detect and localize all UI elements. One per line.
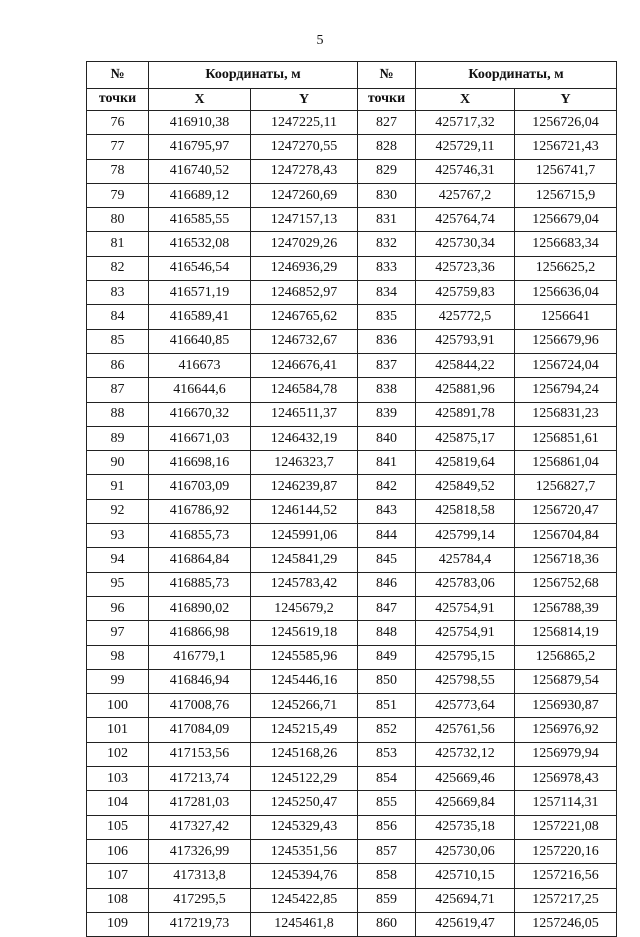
table-row [87, 353, 617, 377]
table-row [87, 694, 617, 718]
table-header [87, 62, 617, 111]
x-coordinate-right: 425669,84 [416, 791, 515, 815]
y-coordinate-right: 1256861,04 [515, 451, 617, 475]
point-number-left: 103 [87, 767, 149, 791]
point-sub-header-left: точки [87, 89, 149, 111]
y-coordinate-right: 1257221,08 [515, 815, 617, 839]
table-row [87, 815, 617, 839]
y-coordinate-right: 1256715,9 [515, 183, 617, 207]
table-row [87, 426, 617, 450]
x-coordinate-left: 417213,74 [149, 767, 251, 791]
y-coordinate-left: 1246852,97 [251, 281, 358, 305]
x-coordinate-right: 425754,91 [416, 621, 515, 645]
y-coordinate-right: 1256831,23 [515, 402, 617, 426]
x-coordinate-left: 416673 [149, 353, 251, 377]
point-number-left: 97 [87, 621, 149, 645]
point-number-left: 90 [87, 451, 149, 475]
table-row [87, 767, 617, 791]
point-number-right: 830 [358, 183, 416, 207]
x-coordinate-right: 425761,56 [416, 718, 515, 742]
y-coordinate-left: 1245585,96 [251, 645, 358, 669]
table-row [87, 183, 617, 207]
y-coordinate-right: 1256794,24 [515, 378, 617, 402]
table-row [87, 451, 617, 475]
x-coordinate-left: 416786,92 [149, 499, 251, 523]
point-number-left: 106 [87, 839, 149, 863]
table-row [87, 645, 617, 669]
y-coordinate-left: 1247225,11 [251, 111, 358, 135]
x-coordinate-right: 425735,18 [416, 815, 515, 839]
y-coordinate-right: 1257217,25 [515, 888, 617, 912]
point-number-right: 849 [358, 645, 416, 669]
y-coordinate-left: 1245351,56 [251, 839, 358, 863]
table-row [87, 402, 617, 426]
y-coordinate-right: 1256865,2 [515, 645, 617, 669]
point-number-left: 101 [87, 718, 149, 742]
y-coordinate-right: 1256679,04 [515, 208, 617, 232]
x-coordinate-left: 416910,38 [149, 111, 251, 135]
x-coordinate-right: 425793,91 [416, 329, 515, 353]
x-coordinate-left: 416640,85 [149, 329, 251, 353]
y-coordinate-left: 1247260,69 [251, 183, 358, 207]
x-coordinate-right: 425772,5 [416, 305, 515, 329]
x-coordinate-left: 416698,16 [149, 451, 251, 475]
coordinates-header-right: Координаты, м [416, 62, 617, 89]
point-number-right: 846 [358, 572, 416, 596]
point-number-right: 841 [358, 451, 416, 475]
point-number-left: 88 [87, 402, 149, 426]
point-number-right: 845 [358, 548, 416, 572]
point-number-left: 94 [87, 548, 149, 572]
y-coordinate-right: 1256978,43 [515, 767, 617, 791]
x-coordinate-right: 425849,52 [416, 475, 515, 499]
point-number-left: 105 [87, 815, 149, 839]
y-coordinate-right: 1256718,36 [515, 548, 617, 572]
point-number-header-left: № [87, 62, 149, 89]
table-row [87, 888, 617, 912]
point-number-right: 851 [358, 694, 416, 718]
y-coordinate-left: 1247270,55 [251, 135, 358, 159]
point-number-right: 829 [358, 159, 416, 183]
y-coordinate-left: 1245461,8 [251, 912, 358, 936]
x-coordinate-left: 417326,99 [149, 839, 251, 863]
y-coordinate-right: 1256625,2 [515, 256, 617, 280]
x-coordinate-left: 416644,6 [149, 378, 251, 402]
point-number-right: 847 [358, 596, 416, 620]
y-coordinate-left: 1246323,7 [251, 451, 358, 475]
x-coordinate-right: 425799,14 [416, 524, 515, 548]
x-coordinate-left: 416885,73 [149, 572, 251, 596]
point-number-right: 848 [358, 621, 416, 645]
x-coordinate-right: 425881,96 [416, 378, 515, 402]
x-coordinate-right: 425746,31 [416, 159, 515, 183]
x-coordinate-left: 416890,02 [149, 596, 251, 620]
x-coordinate-right: 425723,36 [416, 256, 515, 280]
point-number-right: 839 [358, 402, 416, 426]
x-coordinate-right: 425759,83 [416, 281, 515, 305]
table-row [87, 864, 617, 888]
point-number-right: 860 [358, 912, 416, 936]
x-coordinate-right: 425875,17 [416, 426, 515, 450]
y-coordinate-right: 1256976,92 [515, 718, 617, 742]
y-coordinate-right: 1256788,39 [515, 596, 617, 620]
point-number-right: 844 [358, 524, 416, 548]
point-number-right: 855 [358, 791, 416, 815]
x-coordinate-left: 416779,1 [149, 645, 251, 669]
point-number-left: 93 [87, 524, 149, 548]
y-coordinate-left: 1245446,16 [251, 669, 358, 693]
table-row [87, 111, 617, 135]
point-number-left: 100 [87, 694, 149, 718]
page-number: 5 [316, 33, 324, 48]
point-number-left: 109 [87, 912, 149, 936]
x-coordinate-right: 425717,32 [416, 111, 515, 135]
table-row [87, 742, 617, 766]
x-coordinate-right: 425764,74 [416, 208, 515, 232]
point-number-left: 99 [87, 669, 149, 693]
x-coordinate-right: 425669,46 [416, 767, 515, 791]
x-coordinate-right: 425767,2 [416, 183, 515, 207]
point-number-left: 77 [87, 135, 149, 159]
table-row [87, 499, 617, 523]
x-coordinate-right: 425732,12 [416, 742, 515, 766]
point-number-right: 834 [358, 281, 416, 305]
y-coordinate-right: 1256724,04 [515, 353, 617, 377]
point-number-left: 98 [87, 645, 149, 669]
x-header-right: X [416, 89, 515, 111]
y-coordinate-right: 1256827,7 [515, 475, 617, 499]
point-number-right: 835 [358, 305, 416, 329]
x-coordinate-left: 417084,09 [149, 718, 251, 742]
table-row [87, 281, 617, 305]
point-number-left: 80 [87, 208, 149, 232]
x-coordinate-right: 425773,64 [416, 694, 515, 718]
x-coordinate-right: 425730,34 [416, 232, 515, 256]
x-coordinate-right: 425844,22 [416, 353, 515, 377]
x-coordinate-left: 417295,5 [149, 888, 251, 912]
y-coordinate-right: 1256704,84 [515, 524, 617, 548]
point-number-left: 85 [87, 329, 149, 353]
point-sub-header-right: точки [358, 89, 416, 111]
y-coordinate-left: 1245250,47 [251, 791, 358, 815]
point-number-right: 840 [358, 426, 416, 450]
table-row [87, 548, 617, 572]
point-number-left: 91 [87, 475, 149, 499]
table-row [87, 208, 617, 232]
y-coordinate-left: 1245329,43 [251, 815, 358, 839]
y-coordinate-right: 1257216,56 [515, 864, 617, 888]
y-coordinate-left: 1245619,18 [251, 621, 358, 645]
point-number-header-right: № [358, 62, 416, 89]
x-coordinate-left: 416864,84 [149, 548, 251, 572]
table-row [87, 912, 617, 936]
point-number-right: 838 [358, 378, 416, 402]
point-number-right: 852 [358, 718, 416, 742]
x-coordinate-left: 417153,56 [149, 742, 251, 766]
y-coordinate-left: 1247278,43 [251, 159, 358, 183]
x-coordinate-right: 425819,64 [416, 451, 515, 475]
x-coordinate-right: 425783,06 [416, 572, 515, 596]
x-coordinate-right: 425729,11 [416, 135, 515, 159]
point-number-right: 833 [358, 256, 416, 280]
x-coordinate-right: 425818,58 [416, 499, 515, 523]
coordinates-header-left: Координаты, м [149, 62, 358, 89]
table-row [87, 524, 617, 548]
y-coordinate-right: 1256930,87 [515, 694, 617, 718]
point-number-left: 102 [87, 742, 149, 766]
y-coordinate-left: 1245122,29 [251, 767, 358, 791]
y-coordinate-right: 1256720,47 [515, 499, 617, 523]
point-number-right: 843 [358, 499, 416, 523]
coordinates-table [86, 61, 617, 937]
point-number-left: 104 [87, 791, 149, 815]
y-coordinate-left: 1245394,76 [251, 864, 358, 888]
point-number-left: 95 [87, 572, 149, 596]
y-coordinate-right: 1256814,19 [515, 621, 617, 645]
y-coordinate-right: 1256726,04 [515, 111, 617, 135]
point-number-left: 82 [87, 256, 149, 280]
point-number-right: 850 [358, 669, 416, 693]
x-coordinate-left: 416571,19 [149, 281, 251, 305]
x-coordinate-left: 416795,97 [149, 135, 251, 159]
y-coordinate-left: 1247029,26 [251, 232, 358, 256]
point-number-left: 76 [87, 111, 149, 135]
x-coordinate-right: 425694,71 [416, 888, 515, 912]
x-coordinate-right: 425730,06 [416, 839, 515, 863]
x-coordinate-left: 416846,94 [149, 669, 251, 693]
point-number-right: 853 [358, 742, 416, 766]
point-number-right: 832 [358, 232, 416, 256]
y-coordinate-right: 1256879,54 [515, 669, 617, 693]
point-number-right: 856 [358, 815, 416, 839]
point-number-left: 86 [87, 353, 149, 377]
y-coordinate-left: 1246432,19 [251, 426, 358, 450]
y-coordinate-left: 1245168,26 [251, 742, 358, 766]
x-coordinate-right: 425710,15 [416, 864, 515, 888]
y-coordinate-left: 1245215,49 [251, 718, 358, 742]
y-coordinate-left: 1246239,87 [251, 475, 358, 499]
y-coordinate-left: 1246584,78 [251, 378, 358, 402]
y-coordinate-left: 1246765,62 [251, 305, 358, 329]
x-coordinate-right: 425754,91 [416, 596, 515, 620]
y-coordinate-right: 1256679,96 [515, 329, 617, 353]
table-row [87, 159, 617, 183]
table-body [87, 111, 617, 937]
y-coordinate-left: 1245991,06 [251, 524, 358, 548]
y-coordinate-left: 1245679,2 [251, 596, 358, 620]
point-number-left: 92 [87, 499, 149, 523]
x-coordinate-left: 416670,32 [149, 402, 251, 426]
point-number-right: 859 [358, 888, 416, 912]
point-number-right: 828 [358, 135, 416, 159]
y-coordinate-right: 1257246,05 [515, 912, 617, 936]
table-row [87, 621, 617, 645]
x-coordinate-left: 416740,52 [149, 159, 251, 183]
point-number-right: 831 [358, 208, 416, 232]
table-row [87, 305, 617, 329]
point-number-left: 89 [87, 426, 149, 450]
x-coordinate-left: 416589,41 [149, 305, 251, 329]
point-number-left: 81 [87, 232, 149, 256]
x-coordinate-right: 425798,55 [416, 669, 515, 693]
table-row [87, 475, 617, 499]
y-coordinate-left: 1247157,13 [251, 208, 358, 232]
point-number-right: 837 [358, 353, 416, 377]
y-coordinate-right: 1256741,7 [515, 159, 617, 183]
y-coordinate-left: 1246936,29 [251, 256, 358, 280]
point-number-right: 836 [358, 329, 416, 353]
x-header-left: X [149, 89, 251, 111]
point-number-left: 87 [87, 378, 149, 402]
table-row [87, 596, 617, 620]
table-row [87, 135, 617, 159]
y-coordinate-left: 1246511,37 [251, 402, 358, 426]
x-coordinate-left: 417327,42 [149, 815, 251, 839]
point-number-left: 79 [87, 183, 149, 207]
x-coordinate-left: 417008,76 [149, 694, 251, 718]
point-number-right: 854 [358, 767, 416, 791]
x-coordinate-left: 416703,09 [149, 475, 251, 499]
y-coordinate-right: 1257114,31 [515, 791, 617, 815]
y-coordinate-right: 1256851,61 [515, 426, 617, 450]
table-row [87, 572, 617, 596]
table-row [87, 669, 617, 693]
y-header-right: Y [515, 89, 617, 111]
x-coordinate-left: 416585,55 [149, 208, 251, 232]
y-coordinate-right: 1256752,68 [515, 572, 617, 596]
point-number-right: 827 [358, 111, 416, 135]
point-number-right: 842 [358, 475, 416, 499]
x-coordinate-left: 416689,12 [149, 183, 251, 207]
point-number-left: 96 [87, 596, 149, 620]
y-coordinate-left: 1246732,67 [251, 329, 358, 353]
point-number-left: 78 [87, 159, 149, 183]
point-number-left: 108 [87, 888, 149, 912]
table-row [87, 791, 617, 815]
y-coordinate-left: 1245841,29 [251, 548, 358, 572]
x-coordinate-right: 425619,47 [416, 912, 515, 936]
point-number-left: 84 [87, 305, 149, 329]
x-coordinate-left: 417313,8 [149, 864, 251, 888]
y-coordinate-right: 1257220,16 [515, 839, 617, 863]
y-coordinate-left: 1246144,52 [251, 499, 358, 523]
y-header-left: Y [251, 89, 358, 111]
point-number-left: 83 [87, 281, 149, 305]
y-coordinate-right: 1256641 [515, 305, 617, 329]
table-row [87, 839, 617, 863]
table-row [87, 718, 617, 742]
y-coordinate-right: 1256683,34 [515, 232, 617, 256]
y-coordinate-left: 1246676,41 [251, 353, 358, 377]
y-coordinate-right: 1256721,43 [515, 135, 617, 159]
y-coordinate-right: 1256979,94 [515, 742, 617, 766]
y-coordinate-left: 1245422,85 [251, 888, 358, 912]
x-coordinate-left: 416866,98 [149, 621, 251, 645]
x-coordinate-right: 425795,15 [416, 645, 515, 669]
point-number-left: 107 [87, 864, 149, 888]
x-coordinate-left: 416546,54 [149, 256, 251, 280]
table-row [87, 256, 617, 280]
x-coordinate-right: 425891,78 [416, 402, 515, 426]
y-coordinate-left: 1245783,42 [251, 572, 358, 596]
point-number-right: 857 [358, 839, 416, 863]
point-number-right: 858 [358, 864, 416, 888]
x-coordinate-left: 416532,08 [149, 232, 251, 256]
y-coordinate-left: 1245266,71 [251, 694, 358, 718]
x-coordinate-left: 416671,03 [149, 426, 251, 450]
x-coordinate-left: 417219,73 [149, 912, 251, 936]
table-row [87, 329, 617, 353]
x-coordinate-right: 425784,4 [416, 548, 515, 572]
y-coordinate-right: 1256636,04 [515, 281, 617, 305]
x-coordinate-left: 417281,03 [149, 791, 251, 815]
table-row [87, 232, 617, 256]
x-coordinate-left: 416855,73 [149, 524, 251, 548]
table-row [87, 378, 617, 402]
